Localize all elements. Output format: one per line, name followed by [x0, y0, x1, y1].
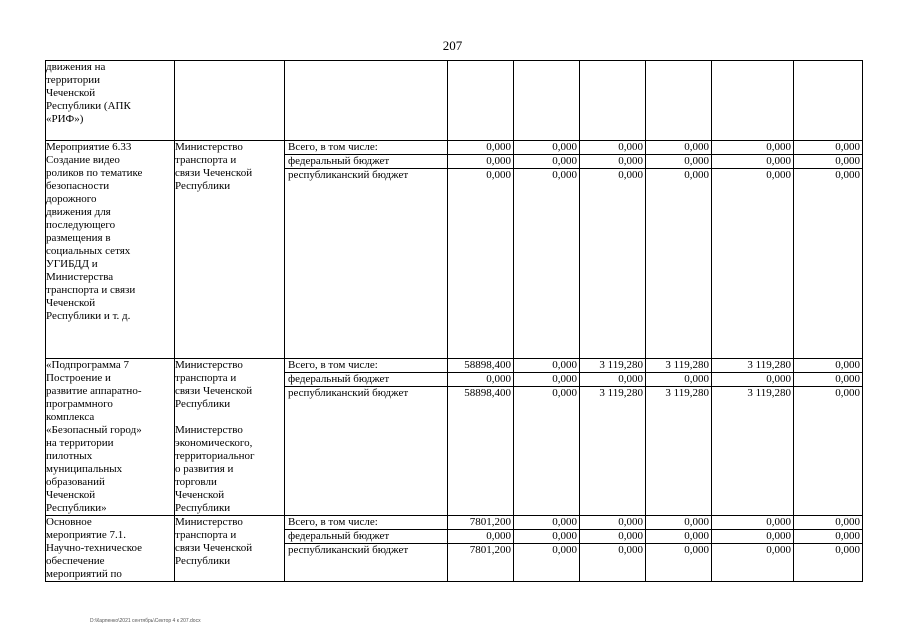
measure-name-line: размещения в [46, 232, 111, 244]
measure-name-line: Основное [46, 516, 92, 528]
amount-value: 0,000 [514, 516, 579, 530]
value-cell [448, 61, 514, 141]
measure-name-line: Республики» [46, 502, 107, 514]
value-cell [514, 141, 580, 359]
amount-value: 0,000 [646, 155, 711, 169]
value-cell [712, 359, 794, 516]
executor-line: Чеченской [175, 489, 225, 501]
funding-source-cell [285, 516, 448, 582]
amount-value: 0,000 [712, 155, 793, 169]
value-cell [712, 141, 794, 359]
measure-name-line: мероприятий по [46, 568, 122, 580]
amount-value: 0,000 [794, 530, 862, 544]
table-row [46, 141, 863, 359]
measure-name-line: УГИБДД и [46, 258, 98, 270]
measure-name-line: дорожного [46, 193, 97, 205]
page-number: 207 [442, 38, 463, 53]
measure-name-line: транспорта и связи [46, 284, 136, 296]
amount-value: 0,000 [448, 530, 513, 544]
amount-value: 0,000 [646, 373, 711, 387]
executor-line: Республики [175, 398, 231, 410]
amount-value: 3 119,280 [665, 387, 709, 399]
amount-value: 0,000 [712, 141, 793, 155]
amount-value: 0,000 [794, 141, 862, 155]
measure-name-line: программного [46, 398, 113, 410]
funding-source: Всего, в том числе: [285, 516, 447, 530]
amount-value: 0,000 [712, 530, 793, 544]
amount-value: 7801,200 [448, 516, 513, 530]
value-cell [448, 359, 514, 516]
value-cell [580, 61, 646, 141]
amount-value: 3 119,280 [599, 387, 643, 399]
amount-value: 0,000 [580, 141, 645, 155]
value-cell [712, 516, 794, 582]
amount-value: 0,000 [580, 530, 645, 544]
budget-table [45, 60, 863, 582]
amount-value: 0,000 [766, 544, 791, 556]
measure-name-line: безопасности [46, 180, 110, 192]
amount-value: 0,000 [618, 169, 643, 181]
measure-name-line: Чеченской [46, 489, 96, 501]
measure-name-cell [46, 61, 175, 141]
measure-name-line: муниципальных [46, 463, 123, 475]
amount-value: 0,000 [580, 516, 645, 530]
amount-value: 0,000 [766, 169, 791, 181]
measure-name-line: обеспечение [46, 555, 105, 567]
amount-value: 0,000 [712, 373, 793, 387]
value-cell [646, 359, 712, 516]
value-cell [580, 359, 646, 516]
executor-line: связи Чеченской [175, 167, 253, 179]
executor-line: Министерство [175, 141, 243, 153]
amount-value: 0,000 [646, 516, 711, 530]
measure-name-line: Министерства [46, 271, 114, 283]
measure-name-line: Чеченской [46, 297, 96, 309]
amount-value: 58898,400 [448, 359, 513, 373]
executor-cell [175, 516, 285, 582]
measure-name-line: Чеченской [46, 87, 96, 99]
amount-value: 0,000 [684, 169, 709, 181]
measure-name-line: на территории [46, 437, 114, 449]
value-cell [794, 61, 863, 141]
measure-name-line: движения для [46, 206, 111, 218]
amount-value: 0,000 [618, 544, 643, 556]
amount-value: 0,000 [835, 387, 860, 399]
executor-line: торговли [175, 476, 217, 488]
value-cell [646, 516, 712, 582]
value-cell [794, 359, 863, 516]
amount-value: 3 119,280 [646, 359, 711, 373]
measure-name-line: территории [46, 74, 101, 86]
amount-value: 0,000 [552, 387, 577, 399]
amount-value: 3 119,280 [712, 359, 793, 373]
amount-value: 0,000 [486, 169, 511, 181]
executor-cell [175, 141, 285, 359]
executor-line: Министерство [175, 359, 243, 371]
amount-value: 0,000 [448, 141, 513, 155]
table-body [46, 61, 863, 582]
amount-value: 3 119,280 [747, 387, 791, 399]
value-cell [514, 61, 580, 141]
executor-line: Республики [175, 180, 231, 192]
funding-source: республиканский бюджет [288, 169, 409, 181]
value-cell [712, 61, 794, 141]
value-cell [514, 516, 580, 582]
executor-line: экономического, [175, 437, 253, 449]
funding-source: республиканский бюджет [288, 387, 409, 399]
executor-line: Республики [175, 555, 231, 567]
amount-value: 0,000 [514, 530, 579, 544]
value-cell [448, 141, 514, 359]
amount-value: 0,000 [646, 141, 711, 155]
measure-name-cell [46, 141, 175, 359]
amount-value: 0,000 [580, 373, 645, 387]
value-cell [448, 516, 514, 582]
measure-name-cell [46, 359, 175, 516]
executor-line: Министерство [175, 424, 243, 436]
measure-name-line: образований [46, 476, 105, 488]
measure-name-line: Республики (АПК [46, 100, 131, 112]
value-cell [514, 359, 580, 516]
measure-name-cell [46, 516, 175, 582]
amount-value: 0,000 [514, 141, 579, 155]
measure-name-line: Построение и [46, 372, 111, 384]
value-cell [580, 141, 646, 359]
executor-line: транспорта и [175, 154, 237, 166]
executor-line: связи Чеченской [175, 385, 253, 397]
measure-name-line: «Безопасный город» [46, 424, 142, 436]
funding-source: республиканский бюджет [288, 544, 409, 556]
amount-value: 0,000 [514, 155, 579, 169]
footer-path: D:\Карпенко\2021 сентябрь\Сектор 4 к 207.docx [90, 618, 201, 624]
amount-value: 58898,400 [464, 387, 511, 399]
executor-line: транспорта и [175, 372, 237, 384]
measure-name-line: движения на [46, 61, 106, 73]
executor-line: транспорта и [175, 529, 237, 541]
executor-cell [175, 359, 285, 516]
amount-value: 0,000 [552, 544, 577, 556]
amount-value: 0,000 [835, 544, 860, 556]
value-cell [794, 516, 863, 582]
measure-name-line: «Подпрограмма 7 [46, 359, 129, 371]
executor-cell [175, 61, 285, 141]
value-cell [646, 141, 712, 359]
funding-source-cell [285, 61, 448, 141]
funding-source: федеральный бюджет [285, 530, 447, 544]
measure-name-line: «РИФ») [46, 113, 84, 125]
amount-value: 0,000 [794, 373, 862, 387]
table-row [46, 61, 863, 141]
measure-name-line: социальных сетях [46, 245, 131, 257]
measure-name-line: Научно-техническое [46, 542, 143, 554]
table-row [46, 516, 863, 582]
amount-value: 0,000 [552, 169, 577, 181]
executor-line: связи Чеченской [175, 542, 253, 554]
measure-name-line: комплекса [46, 411, 95, 423]
funding-source-cell [285, 359, 448, 516]
amount-value: 0,000 [794, 155, 862, 169]
measure-name-line: пилотных [46, 450, 93, 462]
executor-line: Министерство [175, 516, 243, 528]
funding-source: Всего, в том числе: [285, 359, 447, 373]
amount-value: 0,000 [684, 544, 709, 556]
amount-value: 7801,200 [469, 544, 511, 556]
funding-source-cell [285, 141, 448, 359]
amount-value: 0,000 [794, 359, 862, 373]
measure-name-line: Республики и т. д. [46, 310, 131, 322]
amount-value: 0,000 [835, 169, 860, 181]
measure-name-line: Создание видео [46, 154, 120, 166]
amount-value: 0,000 [580, 155, 645, 169]
measure-name-line: роликов по тематике [46, 167, 143, 179]
funding-source: Всего, в том числе: [285, 141, 447, 155]
executor-line [175, 411, 284, 424]
value-cell [580, 516, 646, 582]
amount-value: 0,000 [794, 516, 862, 530]
amount-value: 0,000 [448, 155, 513, 169]
executor-line: Республики [175, 502, 231, 514]
amount-value: 0,000 [514, 359, 579, 373]
amount-value: 3 119,280 [580, 359, 645, 373]
measure-name-line: развитие аппаратно- [46, 385, 142, 397]
executor-line: территориальног [175, 450, 255, 462]
measure-name-line: мероприятие 7.1. [46, 529, 127, 541]
amount-value: 0,000 [448, 373, 513, 387]
value-cell [646, 61, 712, 141]
funding-source: федеральный бюджет [285, 155, 447, 169]
value-cell [794, 141, 863, 359]
measure-name-line: Мероприятие 6.33 [46, 141, 132, 153]
table-row [46, 359, 863, 516]
amount-value: 0,000 [514, 373, 579, 387]
measure-name-line: последующего [46, 219, 116, 231]
amount-value: 0,000 [712, 516, 793, 530]
funding-source: федеральный бюджет [285, 373, 447, 387]
amount-value: 0,000 [646, 530, 711, 544]
executor-line: о развития и [175, 463, 234, 475]
